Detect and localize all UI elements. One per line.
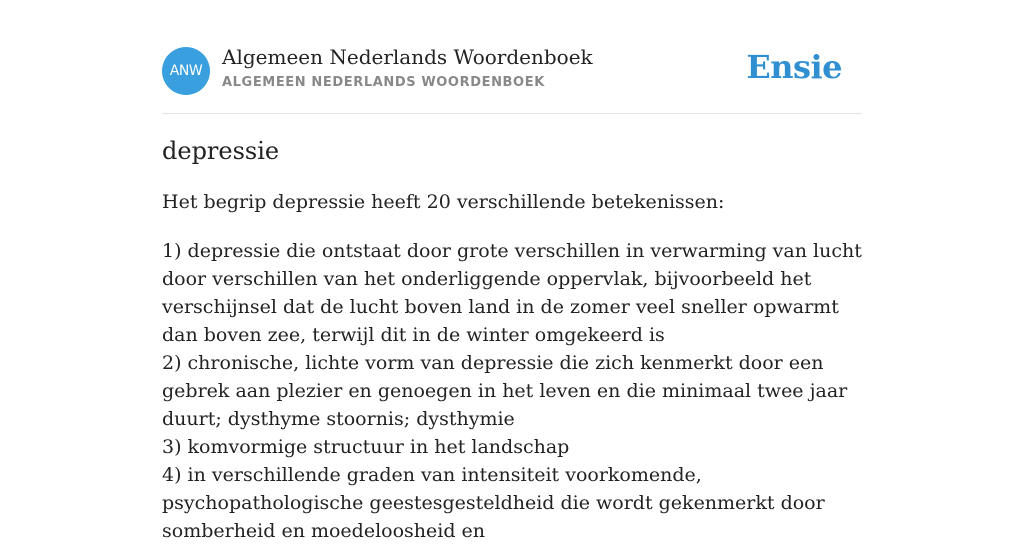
source-subtitle: ALGEMEEN NEDERLANDS WOORDENBOEK [222,75,545,90]
page-container [162,0,862,542]
entry-word: depressie [162,137,280,165]
definition-item: 2) chronische, lichte vorm van depressie die zich kenmerkt door een gebrek aan plezier en genoegen in het leven en die minimaal twee jaar duurt; dysthyme stoornis; dysthymie [162,352,848,430]
entry-intro: Het begrip depressie heeft 20 verschillende betekenissen: [162,191,725,213]
source-title[interactable]: Algemeen Nederlands Woordenboek [222,45,593,69]
definition-item: 1) depressie die ontstaat door grote verschillen in verwarming van lucht door verschillen van het onderliggende oppervlak, bijvoorbeeld het verschijnsel dat de lucht boven land in de zomer veel sneller opwarmt dan boven zee, terwijl dit in de winter omgekeerd is [162,240,862,346]
ensie-logo[interactable]: Ensie [746,48,842,86]
anw-logo[interactable]: ANW [162,47,210,95]
definition-item: 4) in verschillende graden van intensiteit voorkomende, psychopathologische geestesgesteldheid die wordt gekenmerkt door somberheid en moedeloosheid en [162,464,825,542]
definitions-list [162,237,862,545]
header [162,0,862,114]
definition-item: 3) komvormige structuur in het landschap [162,436,570,458]
